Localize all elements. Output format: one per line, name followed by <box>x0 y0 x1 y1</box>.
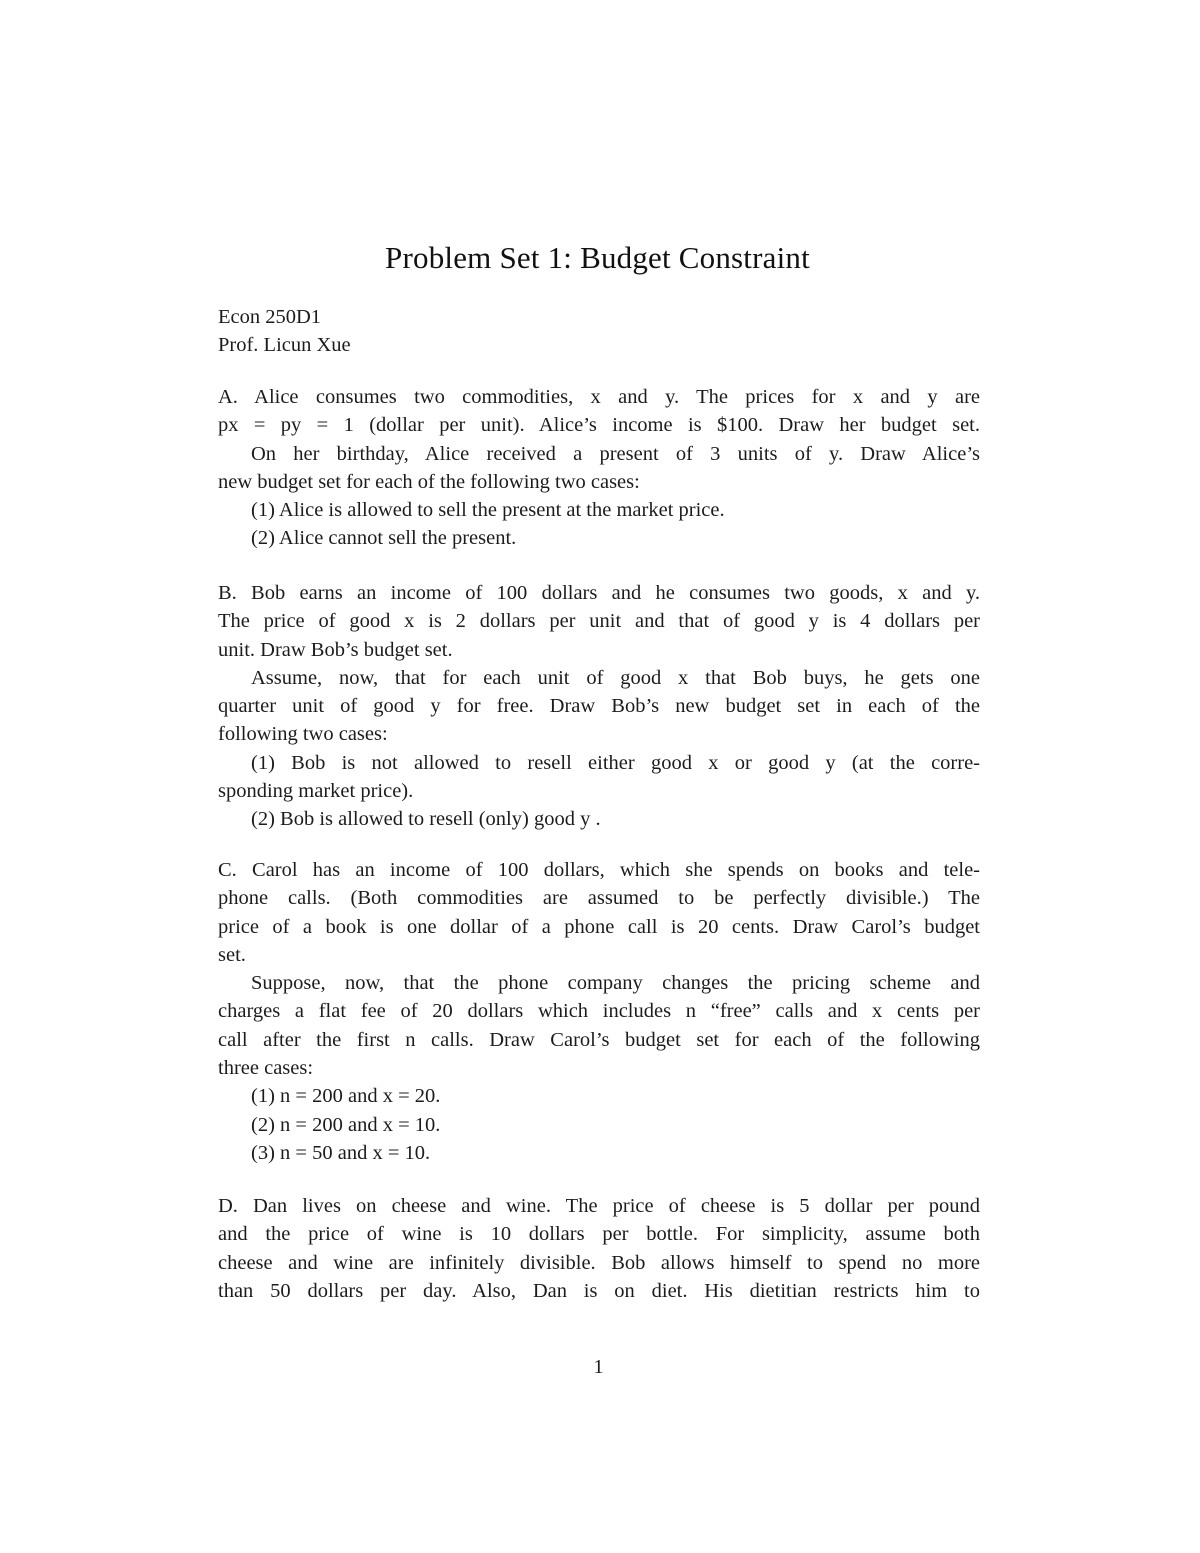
problem-a-line-1: A. Alice consumes two commodities, x and y. The prices for x and y are <box>218 386 980 408</box>
problem-c <box>218 856 980 1167</box>
page-number: 1 <box>593 1356 604 1378</box>
problem-d <box>218 1192 980 1305</box>
course-info <box>218 303 980 360</box>
problem-c-line-2: phone calls. (Both commodities are assumed to be perfectly divisible.) The <box>218 887 980 910</box>
problem-a-case-1: (1) Alice is allowed to sell the present at the market price. <box>251 499 725 522</box>
problem-d-line-1: D. Dan lives on cheese and wine. The price of cheese is 5 dollar per pound <box>218 1195 980 1217</box>
problem-d-line-2: and the price of wine is 10 dollars per bottle. For simplicity, assume both <box>218 1223 980 1246</box>
course-code: Econ 250D1 <box>218 306 322 328</box>
problem-a-line-2: px = py = 1 (dollar per unit). Alice’s income is $100. Draw her budget set. <box>218 414 980 437</box>
problem-c-line-5: Suppose, now, that the phone company changes the pricing scheme and <box>251 972 980 995</box>
instructor-name: Prof. Licun Xue <box>218 334 351 357</box>
problem-d-line-4: than 50 dollars per day. Also, Dan is on diet. His dietitian restricts him to <box>218 1279 980 1302</box>
problem-b-line-4: Assume, now, that for each unit of good x that Bob buys, he gets one <box>251 666 980 689</box>
problem-b-line-3: unit. Draw Bob’s budget set. <box>218 638 453 661</box>
problem-c-case-1: (1) n = 200 and x = 20. <box>251 1085 441 1108</box>
problem-c-line-3: price of a book is one dollar of a phone call is 20 cents. Draw Carol’s budget <box>218 915 980 938</box>
problem-c-line-1: C. Carol has an income of 100 dollars, which she spends on books and tele- <box>218 859 980 881</box>
problem-b-line-6: following two cases: <box>218 723 388 746</box>
problem-b-line-2: The price of good x is 2 dollars per unit and that of good y is 4 dollars per <box>218 610 980 633</box>
problem-b-case-1: (1) Bob is not allowed to resell either good x or good y (at the corre- <box>251 751 980 774</box>
problem-a-line-4: new budget set for each of the following two cases: <box>218 470 640 493</box>
problem-c-line-7: call after the first n calls. Draw Carol’s budget set for each of the following <box>218 1028 980 1051</box>
problem-d-line-3: cheese and wine are infinitely divisible. Bob allows himself to spend no more <box>218 1251 980 1274</box>
problem-c-line-6: charges a flat fee of 20 dollars which includes n “free” calls and x cents per <box>218 1000 980 1023</box>
problem-b-case-2: (2) Bob is allowed to resell (only) good y . <box>251 808 601 831</box>
problem-a-case-2: (2) Alice cannot sell the present. <box>251 527 517 550</box>
problem-b <box>218 579 980 834</box>
problem-c-line-8: three cases: <box>218 1057 314 1080</box>
page-title: Problem Set 1: Budget Constraint <box>385 240 810 275</box>
problem-a <box>218 383 980 553</box>
problem-b-line-5: quarter unit of good y for free. Draw Bob’s new budget set in each of the <box>218 695 980 718</box>
problem-c-case-2: (2) n = 200 and x = 10. <box>251 1113 441 1136</box>
problem-b-case-1-cont: sponding market price). <box>218 780 414 803</box>
problem-a-line-3: On her birthday, Alice received a present of 3 units of y. Draw Alice’s <box>251 442 980 465</box>
problem-b-line-1: B. Bob earns an income of 100 dollars and he consumes two goods, x and y. <box>218 582 980 604</box>
problem-c-line-4: set. <box>218 943 246 966</box>
problem-c-case-3: (3) n = 50 and x = 10. <box>251 1141 431 1164</box>
